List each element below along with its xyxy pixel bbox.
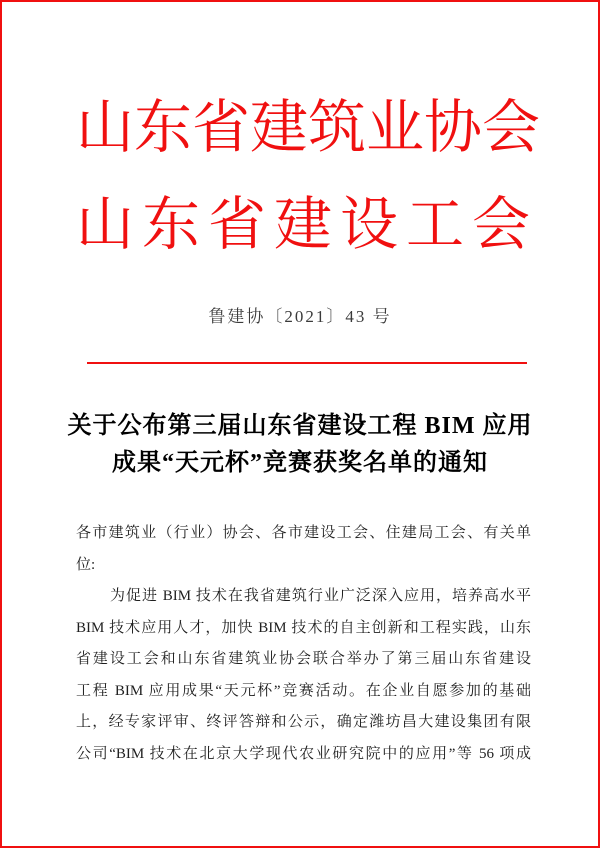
paragraph-line-1: 为促进 BIM 技术在我省建筑行业广泛深入应用，培养高水平 — [110, 588, 531, 604]
document-title-line2: 成果“天元杯”竞赛获奖名单的通知 — [112, 450, 488, 476]
letterhead-org-name-line2: 山东省建设工会 — [76, 192, 530, 257]
document-title-line1: 关于公布第三届山东省建设工程 BIM 应用 — [67, 413, 533, 439]
paragraph-line-4: 工程 BIM 应用成果“天元杯”竞赛活动。在企业自愿参加的基础 — [76, 682, 531, 699]
paragraph-line-6: 公司“BIM 技术在北京大学现代农业研究院中的应用”等 56 项成 — [76, 745, 531, 762]
document-number: 鲁建协〔2021〕43 号 — [208, 307, 392, 326]
salutation-line-1: 各市建筑业（行业）协会、各市建设工会、住建局工会、有关单 — [76, 525, 531, 541]
salutation-line-2: 位: — [76, 556, 96, 573]
paragraph-line-3: 省建设工会和山东省建筑业协会联合举办了第三届山东省建设 — [76, 651, 531, 667]
letterhead-org-name-line1: 山东省建筑业协会 — [76, 95, 541, 160]
paragraph-line-5: 上，经专家评审、终评答辩和公示，确定潍坊昌大建设集团有限 — [76, 714, 531, 730]
document-body — [76, 518, 531, 770]
red-divider-rule — [87, 362, 527, 364]
document-title — [32, 408, 568, 482]
paragraph-line-2: BIM 技术应用人才，加快 BIM 技术的自主创新和工程实践，山东 — [76, 619, 531, 636]
